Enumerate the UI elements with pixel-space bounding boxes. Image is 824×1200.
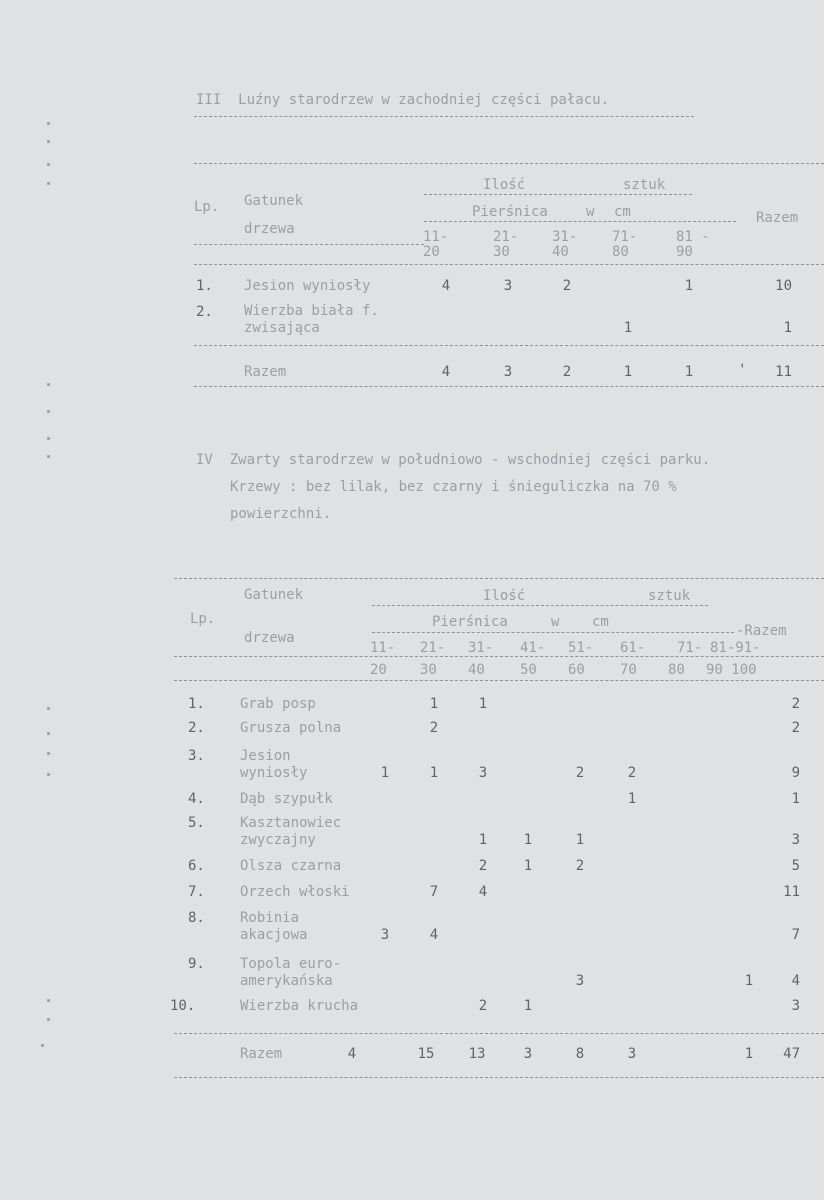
- row-species: Kasztanowiec: [240, 815, 342, 831]
- s4-range-top: 61-: [620, 640, 646, 656]
- row-species: Orzech włoski: [240, 884, 350, 900]
- row-value: 3: [503, 278, 513, 294]
- s4-range-bottom: 20: [370, 662, 387, 678]
- summary-value: 13: [468, 1046, 486, 1062]
- s4-range-bottom: 70: [620, 662, 637, 678]
- row-value: 2: [575, 765, 585, 781]
- row-species-cont: akacjowa: [240, 927, 308, 943]
- summary-total: 11: [775, 364, 792, 380]
- row-total: 3: [791, 998, 800, 1014]
- s4-range-top: 81-91-: [710, 640, 761, 656]
- s3-header-drzewa: drzewa: [244, 221, 295, 237]
- row-value: 1: [380, 765, 390, 781]
- s4-range-top: 71-: [677, 640, 703, 656]
- s4-range-bottom: 40: [468, 662, 485, 678]
- row-value: 2: [562, 278, 572, 294]
- row-value: 7: [429, 884, 439, 900]
- summary-value: 3: [627, 1046, 637, 1062]
- section3-heading: III Luźny starodrzew w zachodniej części pałacu.: [196, 92, 610, 108]
- s4-header-lp: Lp.: [190, 611, 216, 627]
- row-value: 4: [478, 884, 488, 900]
- s3-range-bottom: 90: [676, 244, 693, 260]
- s3-range-bottom: 40: [552, 244, 569, 260]
- row-lp: 4.: [188, 791, 205, 807]
- row-species: Grusza polna: [240, 720, 342, 736]
- row-value: 1: [623, 320, 633, 336]
- row-species: Wierzba krucha: [240, 998, 359, 1014]
- row-total: 2: [791, 720, 800, 736]
- s3-header-w: w: [586, 204, 595, 220]
- s4-range-bottom: 90 100: [706, 662, 757, 678]
- row-lp: 7.: [188, 884, 205, 900]
- s3-header-sztuk: sztuk: [623, 177, 666, 193]
- row-species-cont: zwisająca: [244, 320, 320, 336]
- summary-value: 8: [575, 1046, 585, 1062]
- s3-header-razem: Razem: [756, 210, 799, 226]
- row-total: 1: [783, 320, 792, 336]
- s3-range-top: 71-: [612, 229, 638, 245]
- row-value: 1: [478, 696, 488, 712]
- s4-header-drzewa: drzewa: [244, 630, 295, 646]
- row-value: 1: [627, 791, 637, 807]
- summary-value: 1: [684, 364, 694, 380]
- row-value: 1: [684, 278, 694, 294]
- s4-range-top: 51-: [568, 640, 594, 656]
- s3-range-top: 21-: [493, 229, 519, 245]
- row-lp: 1.: [196, 278, 213, 294]
- s4-header-cm: cm: [592, 614, 609, 630]
- s4-range-bottom: 60: [568, 662, 585, 678]
- row-species: Jesion: [240, 748, 291, 764]
- row-value: 1: [478, 832, 488, 848]
- s4-header-razem: -Razem: [736, 623, 787, 639]
- summary-label: Razem: [240, 1046, 283, 1062]
- row-value: 1: [523, 858, 533, 874]
- s3-range-bottom: 20: [423, 244, 440, 260]
- row-lp: 5.: [188, 815, 205, 831]
- row-species: Topola euro-: [240, 956, 342, 972]
- summary-value: 1: [623, 364, 633, 380]
- summary-value: 4: [441, 364, 451, 380]
- row-total: 10: [775, 278, 792, 294]
- row-species-cont: zwyczajny: [240, 832, 316, 848]
- s4-range-top: 11-: [370, 640, 396, 656]
- row-species: Olsza czarna: [240, 858, 342, 874]
- row-lp: 8.: [188, 910, 205, 926]
- s3-range-top: 81 -: [676, 229, 710, 245]
- row-total: 11: [783, 884, 800, 900]
- row-value: 1: [575, 832, 585, 848]
- s4-header-ilosc: Ilość: [483, 588, 526, 604]
- row-value: 2: [627, 765, 637, 781]
- s4-range-bottom: 30: [420, 662, 437, 678]
- s3-header-lp: Lp.: [194, 199, 220, 215]
- s3-range-top: 11-: [423, 229, 449, 245]
- row-species: Robinia: [240, 910, 300, 926]
- row-value: 1: [429, 765, 439, 781]
- s3-header-piersnica: Pierśnica: [472, 204, 548, 220]
- s4-range-bottom: 80: [668, 662, 685, 678]
- row-lp: 2.: [188, 720, 205, 736]
- row-lp: 6.: [188, 858, 205, 874]
- row-value: 2: [429, 720, 439, 736]
- row-species: Grab posp: [240, 696, 316, 712]
- row-lp: 1.: [188, 696, 205, 712]
- summary-tick: ': [738, 362, 747, 378]
- row-value: 1: [429, 696, 439, 712]
- row-total: 5: [791, 858, 800, 874]
- summary-label: Razem: [244, 364, 287, 380]
- row-total: 3: [791, 832, 800, 848]
- s3-range-bottom: 80: [612, 244, 629, 260]
- row-total: 9: [791, 765, 800, 781]
- row-total: 1: [791, 791, 800, 807]
- row-value: 4: [441, 278, 451, 294]
- row-lp: 9.: [188, 956, 205, 972]
- summary-value: 4: [347, 1046, 357, 1062]
- row-species-cont: wyniosły: [240, 765, 308, 781]
- summary-total: 47: [783, 1046, 800, 1062]
- summary-value: 2: [562, 364, 572, 380]
- s3-header-gatunek: Gatunek: [244, 193, 304, 209]
- row-species: Dąb szypułk: [240, 791, 333, 807]
- s4-range-bottom: 50: [520, 662, 537, 678]
- row-value: 3: [575, 973, 585, 989]
- row-value: 1: [523, 998, 533, 1014]
- row-value: 2: [478, 858, 488, 874]
- row-value: 2: [575, 858, 585, 874]
- s3-range-top: 31-: [552, 229, 578, 245]
- summary-value: 1: [744, 1046, 754, 1062]
- row-value: 3: [478, 765, 488, 781]
- row-lp: 2.: [196, 304, 213, 320]
- row-value: 2: [478, 998, 488, 1014]
- s4-header-gatunek: Gatunek: [244, 587, 304, 603]
- s4-range-top: 31-: [468, 640, 494, 656]
- row-species: Wierzba biała f.: [244, 303, 379, 319]
- row-value: 1: [523, 832, 533, 848]
- row-total: 4: [791, 973, 800, 989]
- summary-value: 3: [523, 1046, 533, 1062]
- s4-header-w: w: [551, 614, 560, 630]
- summary-value: 3: [503, 364, 513, 380]
- s3-header-ilosc: Ilość: [483, 177, 526, 193]
- s4-header-sztuk: sztuk: [648, 588, 691, 604]
- row-species-cont: amerykańska: [240, 973, 333, 989]
- section4-heading: IV Zwarty starodrzew w południowo - wschodniej części parku.: [196, 452, 711, 468]
- row-total: 2: [791, 696, 800, 712]
- row-lp: 3.: [188, 748, 205, 764]
- s3-range-bottom: 30: [493, 244, 510, 260]
- row-total: 7: [791, 927, 800, 943]
- s4-range-top: 41-: [520, 640, 546, 656]
- s4-range-top: 21-: [420, 640, 446, 656]
- section4-heading-line3: powierzchni.: [230, 506, 332, 522]
- section4-heading-line2: Krzewy : bez lilak, bez czarny i śnieguliczka na 70 %: [230, 479, 677, 495]
- s3-header-cm: cm: [614, 204, 631, 220]
- row-value: 1: [744, 973, 754, 989]
- row-value: 3: [380, 927, 390, 943]
- row-species: Jesion wyniosły: [244, 278, 371, 294]
- row-value: 4: [429, 927, 439, 943]
- row-lp: 10.: [170, 998, 196, 1014]
- summary-value: 15: [417, 1046, 435, 1062]
- s4-header-piersnica: Pierśnica: [432, 614, 508, 630]
